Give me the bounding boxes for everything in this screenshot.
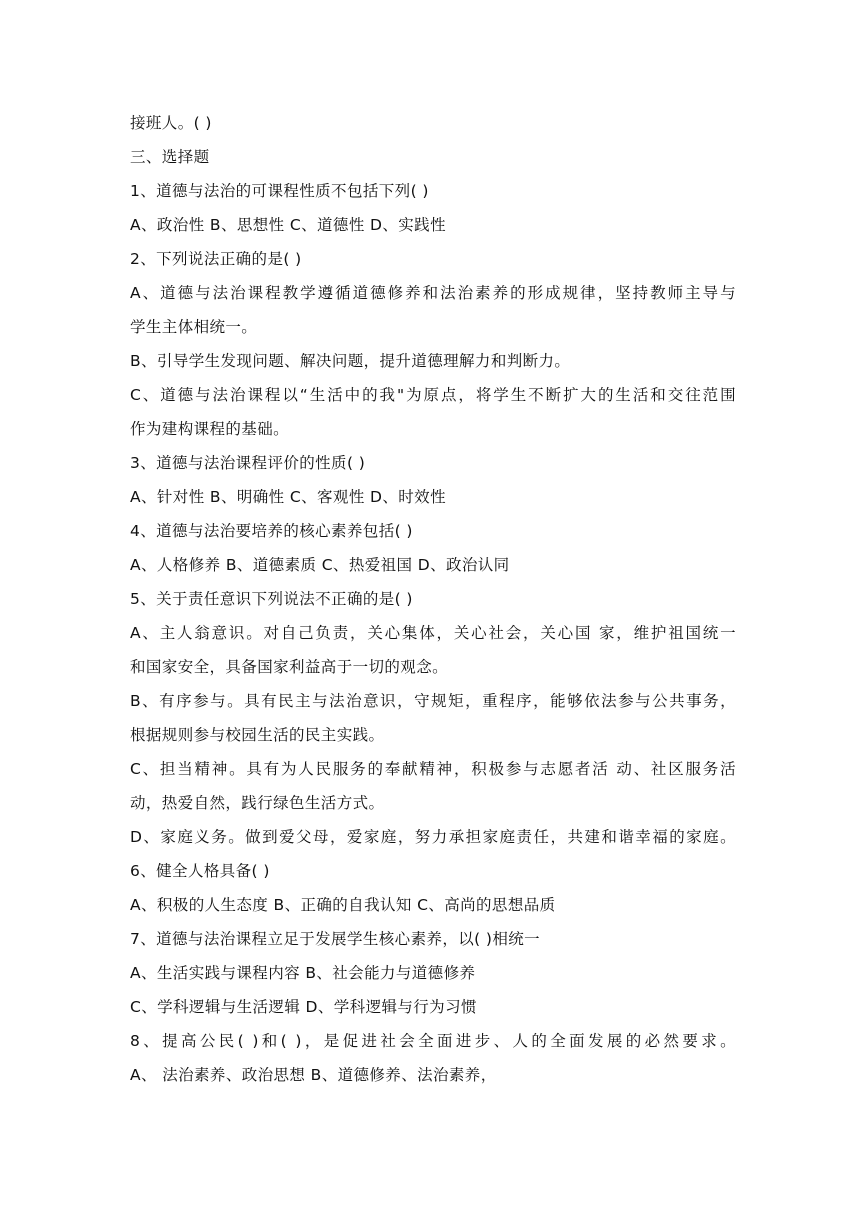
question-7-options-ab: A、生活实践与课程内容 B、社会能力与道德修养 xyxy=(130,964,476,982)
question-8: 8、提高公民( )和( )，是促进社会全面进步、人的全面发展的必然要求。 xyxy=(130,1032,736,1050)
question-4: 4、道德与法治要培养的核心素养包括( ) xyxy=(130,522,413,540)
question-5: 5、关于责任意识下列说法不正确的是( ) xyxy=(130,590,413,608)
question-2-option-b: B、引导学生发现问题、解决问题，提升道德理解力和判断力。 xyxy=(130,352,571,370)
question-5-option-a-cont: 和国家安全，具备国家利益高于一切的观念。 xyxy=(130,658,449,676)
question-3-options: A、针对性 B、明确性 C、客观性 D、时效性 xyxy=(130,488,446,506)
question-1: 1、道德与法治的可课程性质不包括下列( ) xyxy=(130,182,429,200)
question-7-options-cd: C、学科逻辑与生活逻辑 D、学科逻辑与行为习惯 xyxy=(130,998,477,1016)
question-5-option-c-cont: 动，热爱自然，践行绿色生活方式。 xyxy=(130,794,385,812)
question-5-option-a: A、主人翁意识。对自己负责，关心集体，关心社会，关心国 家，维护祖国统一 xyxy=(130,624,736,642)
section-heading: 三、选择题 xyxy=(130,148,210,166)
question-6-options: A、积极的人生态度 B、正确的自我认知 C、高尚的思想品质 xyxy=(130,896,556,914)
question-3: 3、道德与法治课程评价的性质( ) xyxy=(130,454,366,472)
question-2-option-c: C、道德与法治课程以“生活中的我"为原点，将学生不断扩大的生活和交往范围 xyxy=(130,386,736,404)
question-5-option-d: D、家庭义务。做到爱父母，爱家庭，努力承担家庭责任，共建和谐幸福的家庭。 xyxy=(130,828,736,846)
document-body xyxy=(130,106,736,1092)
question-5-option-c: C、担当精神。具有为人民服务的奉献精神，积极参与志愿者活 动、社区服务活 xyxy=(130,760,736,778)
question-7: 7、道德与法治课程立足于发展学生核心素养，以( )相统一 xyxy=(130,930,541,948)
question-5-option-b-cont: 根据规则参与校园生活的民主实践。 xyxy=(130,726,385,744)
question-5-option-b: B、有序参与。具有民主与法治意识，守规矩，重程序，能够依法参与公共事务， xyxy=(130,692,736,710)
question-2-option-c-cont: 作为建构课程的基础。 xyxy=(130,420,290,438)
question-4-options: A、人格修养 B、道德素质 C、热爱祖国 D、政治认同 xyxy=(130,556,510,574)
question-2-option-a: A、道德与法治课程教学遵循道德修养和法治素养的形成规律，坚持教师主导与 xyxy=(130,284,736,302)
text-line: 接班人。( ) xyxy=(130,114,212,132)
question-2-option-a-cont: 学生主体相统一。 xyxy=(130,318,258,336)
question-6: 6、健全人格具备( ) xyxy=(130,862,270,880)
question-2: 2、下列说法正确的是( ) xyxy=(130,250,302,268)
question-8-options: A、 法治素养、政治思想 B、道德修养、法治素养， xyxy=(130,1066,497,1084)
question-1-options: A、政治性 B、思想性 C、道德性 D、实践性 xyxy=(130,216,446,234)
